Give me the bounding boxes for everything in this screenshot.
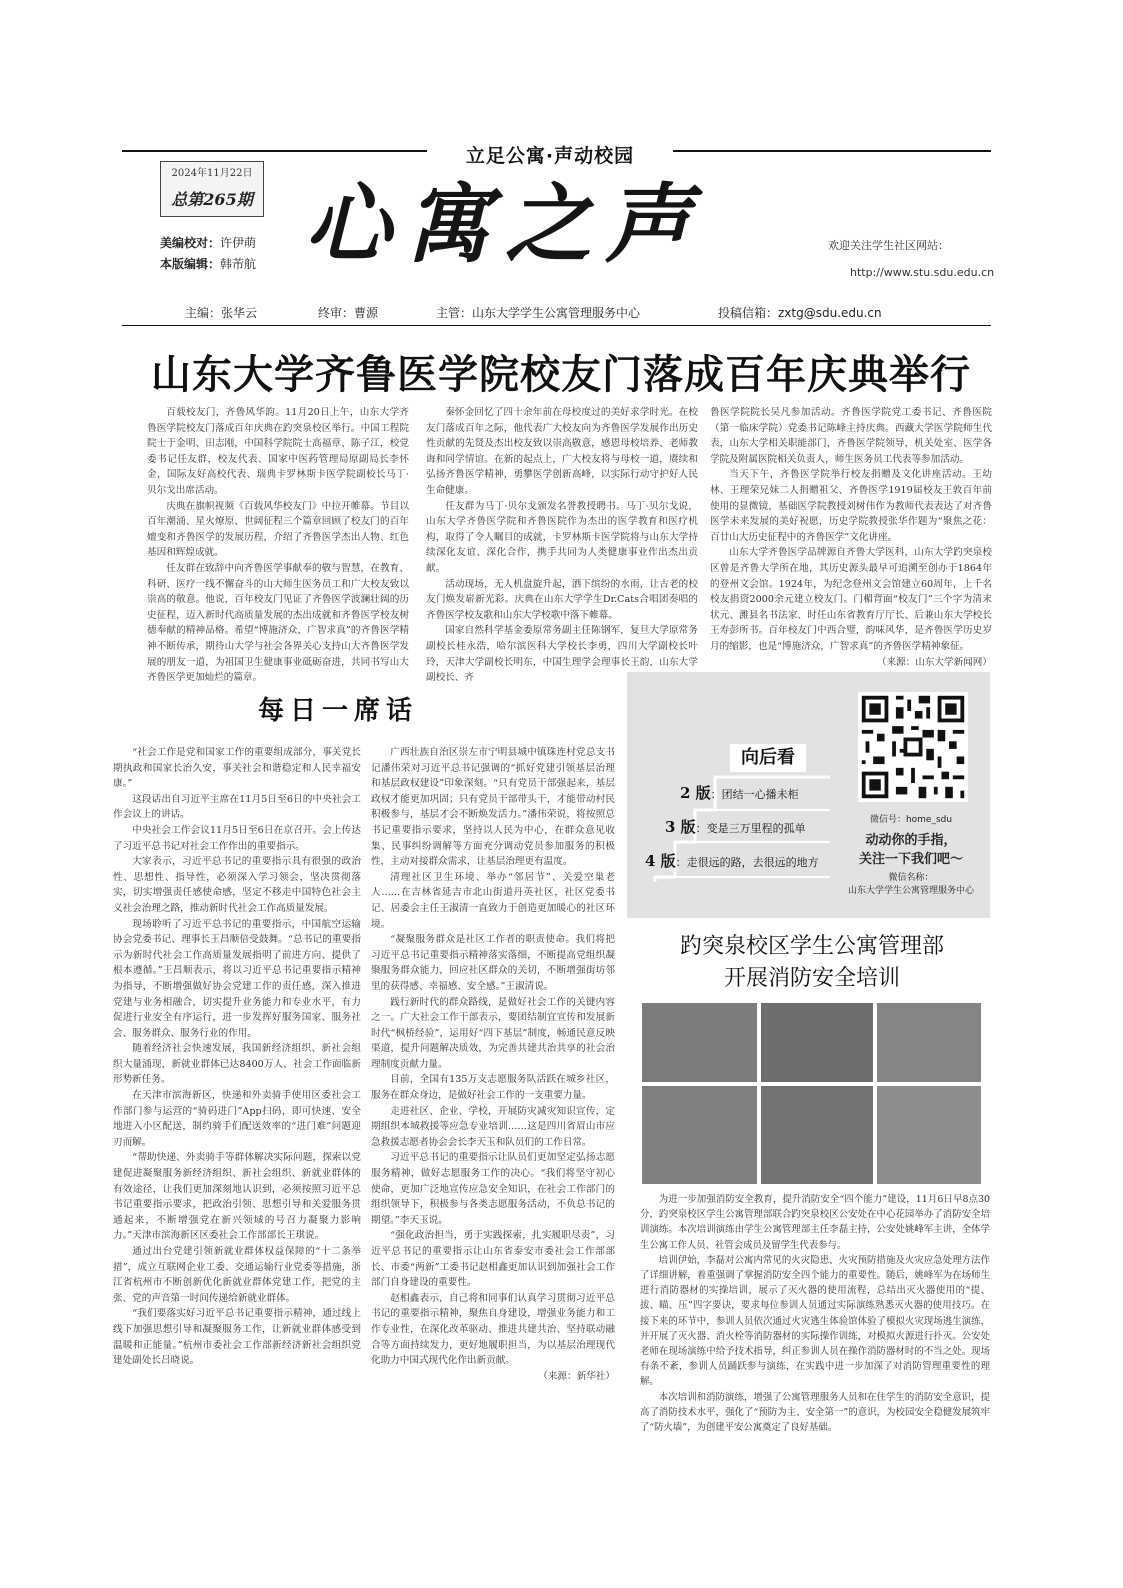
wechat-name-label: 微信名称：: [888, 873, 934, 883]
daily-col1-p: “社会工作是党和国家工作的重要组成部分，事关党长期执政和国家长治久安，事关社会和谐稳定和人民幸福安康。”: [113, 747, 361, 790]
wechat-name: 山东大学学生公寓管理服务中心: [847, 886, 974, 896]
daily-col2-p: 走进社区、企业、学校，开展防灾减灾知识宣传，定期组织本城救援等应急专业培训……这是四川省眉山市应急救援志愿者协会会长李天玉和队员们的工作日常。: [371, 1105, 615, 1148]
lead-col2-p: 任友群为马丁·贝尔戈颁发名誉教授聘书。马丁·贝尔戈说，山东大学齐鲁医学院和齐鲁医院作为杰出的医学教育和医疗机构，取得了令人瞩目的成就，卡罗林斯卡医学院将与山东大学持续深化友谊、深化合作，携手共同为人类健康事业作出杰出贡献。: [426, 500, 698, 574]
issue-number: 总第265期: [171, 190, 253, 209]
daily-col2-p: 目前，全国有135万支志愿服务队活跃在城乡社区，服务在群众身边，是做好社会工作的一支重要力量。: [371, 1074, 615, 1102]
fire-article-p: 本次培训和消防演练，增强了公寓管理服务人员和在住学生的消防安全意识，提高了消防技术水平，强化了“预防为主、安全第一”的意识，为校园安全稳健发展筑牢了“防火墙”，为创建平安公寓奠定了良好基础。: [640, 1391, 990, 1434]
fire-article-p: 培训伊始，李磊对公寓内常见的火灾隐患、火灾预防措施及火灾应急处理方法作了详细讲解，着重强调了掌握消防安全四个能力的重要性。随后，姚峰军为在场师生进行消防器材的实操培训，展示了灭火器的使用流程，总结出灭火器使用的“提、拔、瞄、压”四字要诀，要求每位参训人员通过实际演练熟悉灭火器的使用技巧。在接下来的环节中，参训人员依次通过火灾逃生体验馆体验了模拟火灾现场逃生演练，并开展了灭火器、消火栓等消防器材的实际操作训练，对模拟火源进行扑灭。公安处老师在现场演练中给予技术指导，纠正参训人员在操作消防器材时的不当之处。现场有条不紊，参训人员踊跃参与演练，在实践中进一步加深了对消防管理重要性的理解。: [640, 1254, 990, 1388]
preview-item[interactable]: [680, 782, 799, 803]
daily-talk-title: 每日一席话: [258, 696, 419, 726]
lead-col2-p: 活动现场，无人机盘旋升起，洒下缤纷的水雨，让古老的校友门焕发崭新光彩。庆典在山东大学学生Dr.Cats合唱团奏唱的齐鲁医学校友歌和山东大学校歌中落下帷幕。: [426, 578, 698, 621]
fire-article-body: [640, 1192, 990, 1442]
preview-item-text: ：走很远的路，去很远的地方: [675, 856, 819, 869]
wechat-account: 微信号：home_sdu: [869, 815, 953, 825]
daily-col2-p: “强化政治担当，勇于实践探索，扎实履职尽责”，习近平总书记的重要指示让山东省泰安市委社会工作部部长、市委“两新”工委书记赵相鑫更加认识到加强社会工作部门自身建设的重要性。: [371, 1230, 615, 1289]
daily-col2-p: 广西壮族自治区崇左市宁明县城中镇珠连村党总支书记潘伟荣对习近平总书记强调的“抓好党建引领基层治理和基层政权建设”印象深刻。“只有党员干部强起来，基层政权才能更加巩固；只有党员干部带头干，才能带动村民积极参与，基层才会不断焕发活力。”潘伟荣说，将按照总书记重要指示要求，坚持以人民为中心，在群众意见收集、民事纠纷调解等方面充分调动党员参加服务的积极性，主动对接群众需求，让基层治理更有温度。: [371, 747, 615, 868]
chief-editor: 主编：张华云: [185, 306, 258, 320]
preview-item[interactable]: [645, 850, 819, 871]
page-editor: 韩芾航: [220, 257, 257, 271]
art-editor-label: 美编校对：: [160, 236, 221, 250]
lead-article-col2: [426, 405, 698, 684]
fire-article-p: 为进一步加强消防安全教育，提升消防安全“四个能力”建设，11月6日早8点30分，趵突泉校区学生公寓管理部联合趵突泉校区公安处在中心花园举办了消防安全培训演练。本次培训演练由学生公寓管理部主任李磊主持，公安处姚峰军主讲，全体学生公寓工作人员、社管会成员及留学生代表参与。: [640, 1194, 990, 1251]
preview-item-text: ：团结一心播未柜: [710, 788, 799, 801]
daily-col2-p: “凝聚服务群众是社区工作者的职责使命。我们将把习近平总书记重要指示精神落实落细，不断提高党组织凝聚服务群众能力，回应社区群众的关切，不断增强街坊邻里的获得感、幸福感、安全感。”王淑清说。: [371, 934, 615, 992]
lead-article-col3: [710, 405, 992, 668]
issue-date: 2024年11月22日: [171, 168, 253, 179]
issue-box: [160, 161, 264, 217]
page-editor-label: 本版编辑：: [160, 257, 221, 271]
wechat-slogan-2: 关注一下我们吧～: [858, 852, 963, 867]
fire-article-title: [636, 931, 988, 995]
daily-col1-p: 通过出台党建引领新就业群体权益保障的“十二条举措”，成立互联网企业工委、交通运输行业党委等措施，浙江省杭州市不断创新优化新就业群体党建工作，把党的主张、党的声音第一时间传递给新就业群体。: [113, 1246, 361, 1304]
wechat-slogan-1: 动动你的手指，: [865, 833, 957, 848]
daily-col1-p: “我们要落实好习近平总书记重要指示精神，通过线上线下加强思想引导和凝聚服务工作，让新就业群体感受到温暖和正能量。”杭州市委社会工作部新经济新社会组织党建处副处长吕晓说。: [113, 1308, 361, 1367]
daily-col1-p: 大家表示，习近平总书记的重要指示具有很强的政治性、思想性、指导性，必须深入学习领会，坚决贯彻落实，切实增强责任感使命感，坚定不移走中国特色社会主义社会治理之路，推动新时代社会工作高质量发展。: [113, 856, 361, 914]
daily-col1-p: 在天津市滨海新区，快递和外卖骑手使用区委社会工作部门参与运营的“骑码进门”App扫码，即可快速、安全地进入小区配送，制约骑手们配送效率的“进门难”问题迎刃而解。: [113, 1090, 361, 1148]
training-photo-1: [642, 1003, 757, 1082]
preview-item-page: 3 版: [665, 818, 696, 836]
lead-article-col1: [147, 405, 409, 684]
training-photo-5: [761, 1086, 873, 1184]
preview-item-text: ：变是三万里程的孤单: [695, 822, 806, 835]
fire-title-line2: 开展消防安全培训: [723, 966, 900, 991]
preview-item[interactable]: [665, 816, 806, 837]
daily-talk-source: （来源：新华社）: [538, 1370, 615, 1382]
daily-col1-p: 现场聆听了习近平总书记的重要指示，中国航空运输协会党委书记、理事长王昌顺倍受鼓舞。“总书记的重要指示为新时代社会工作高质量发展指明了前进方向、提供了根本遵循。”王昌顺表示，将以习近平总书记重要指示精神为指导，不断增强做好协会党建工作的责任感，深入推进党建与业务相融合，切实提升业务能力和专业水平，有力促进行业安全有序运行，进一步发挥好服务国家、服务社会、服务群众、服务行业的作用。: [113, 918, 361, 1039]
lead-col2-p: 国家自然科学基金委原常务副主任陈钢军，复旦大学原常务副校长桂永浩，哈尔滨医科大学校长李勇，四川大学副校长叶玲，天津大学副校长明东，中国生理学会理事长王韵，山东大学副校长、齐: [426, 625, 698, 684]
preview-title: 向后看: [730, 744, 806, 772]
daily-talk-col1: [113, 745, 361, 1440]
masthead-slogan: 立足公寓·声动校园: [465, 145, 635, 167]
training-photo-6: [877, 1086, 981, 1184]
daily-talk-col2: [371, 745, 615, 1440]
daily-col1-p: 中央社会工作会议11月5日至6日在京召开。会上传达了习近平总书记对社会工作作出的重要指示。: [113, 824, 361, 852]
masthead-rule-right: [673, 150, 991, 152]
lead-col1-p: 百载校友门，齐鲁风华韵。11月20日上午，山东大学齐鲁医学院校友门落成百年庆典在趵突泉校区举行。中国工程院院士于金明、田志刚，中国科学院院士高福章、陈子江，校党委书记任友群，校友代表、国家中医药管理局原副局长李怀金，国际友好高校代表、瑞典卡罗林斯卡医学院副校长马丁·贝尔戈出席活动。: [147, 407, 409, 496]
website-prompt: 欢迎关注学生社区网站：: [828, 239, 949, 252]
final-review: 终审：曹源: [318, 306, 379, 320]
lead-col3-p: 山东大学齐鲁医学品牌源自齐鲁大学医科，山东大学趵突泉校区曾是齐鲁大学所在地，其历史源头最早可追溯至创办于1864年的登州文会馆。1924年，为纪念登州文会馆建立60周年，上千名校友捐资2000余元建立校友门。门楣背面“校友门”三个字为清末状元、潍县名书法家、时任山东省教育厅厅长、后兼山东大学校长王寿彭所书。百年校友门中西合璧，韵味风华，是齐鲁医学历史岁月的缩影，也是“博施济众，广智求真”的齐鲁医学精神象征。: [710, 547, 992, 652]
lead-col1-p: 任友群在致辞中向齐鲁医学事献奉的敬与智慧，在教育、科研、医疗一线不懈奋斗的山大师生医务员工和广大校友致以崇高的敬意。他说，百年校友门见证了齐鲁医学波澜壮阔的历史征程，迈入新时代高质量发展的杰出成就和齐鲁医学校友树德奉献的精神品格。希望“博施济众，广智求真”的齐鲁医学精神不断传承，期待山大学与社会各界关心支持山大齐鲁医学发展的朋友一道，为祖国卫生健康事业砥砺奋进，共同书写山大齐鲁医学更加灿烂的篇章。: [147, 562, 409, 684]
training-photo-3: [877, 1003, 981, 1082]
daily-col2-p: 践行新时代的群众路线，是做好社会工作的关键内容之一。广大社会工作干部表示，要团结制宜宣传和发展新时代“枫桥经验”，运用好“四下基层”制度，畅通民意反映渠道，提升问题解决质效，为完善共建共治共享的社会治理制度贡献力量。: [371, 996, 615, 1070]
daily-col1-p: “帮助快递、外卖骑手等群体解决实际问题，探索以党建促进凝聚服务新经济组织、新社会组织、新就业群体的有效途径，让我们更加深刻地认识到，必须按照习近平总书记重要指示要求，把政治引领、思想引导和关爱服务贯通起来，不断增强党在新兴领域的号召力凝聚力影响力。”天津市滨海新区区委社会工作部部长王琪说。: [113, 1152, 361, 1242]
wechat-qr-code-icon[interactable]: [858, 692, 968, 802]
masthead-rule-left: [122, 150, 427, 152]
supervisor: 主管：山东大学学生公寓管理服务中心: [436, 306, 641, 320]
daily-col1-p: 随着经济社会快速发展，我国新经济组织、新社会组织大量涌现，新就业群体已达8400万人，社会工作面临新形势新任务。: [113, 1043, 361, 1086]
website-url[interactable]: http://www.stu.sdu.edu.cn: [850, 266, 995, 279]
art-editor: 许伊萌: [220, 236, 257, 250]
page-headline: 山东大学齐鲁医学院校友门落成百年庆典举行: [151, 352, 971, 398]
lead-col3-p: 鲁医学院院长吴凡参加活动。齐鲁医学院党工委书记、齐鲁医院（第一临床学院）党委书记陈峰主持庆典。西藏大学医学院师生代表，山东大学相关职能部门，齐鲁医学院领导，机关处室、医学各学院及附属医院相关负责人，师生医务员工代表等参加活动。: [710, 407, 992, 465]
training-photo-4: [642, 1086, 757, 1184]
lead-col1-p: 庆典在旗帜视频《百载风华校友门》中拉开帷幕。节目以百年潮涌、星火燎原、世阔征程三个篇章回顾了校友门的百年嬗变和齐鲁医学的发展历程，介绍了齐鲁医学杰出人物、红色基因和辉煌成就。: [147, 500, 409, 559]
daily-col1-p: 这段话出自习近平主席在11月5日至6日的中央社会工作会议上的讲话。: [113, 793, 361, 821]
lead-article-source: （来源：山东大学新闻网）: [876, 656, 992, 668]
website-block: [828, 232, 994, 286]
submission-email[interactable]: 投稿信箱：zxtg@sdu.edu.cn: [718, 306, 882, 320]
wechat-caption: [832, 812, 990, 896]
training-photo-2: [761, 1003, 873, 1082]
lead-col3-p: 当天下午，齐鲁医学院举行校友捐赠及文化讲座活动。王幼林、王理荣兄妹二人捐赠祖父、齐鲁医学1919届校友王敦百年前使用的显微镜，基础医学院教授刘树伟作为教师代表表达了对齐鲁医学未来发展的美好祝愿，历史学院教授张华作题为“聚焦之花：百廿山大历史征程中的齐鲁医学”文化讲座。: [710, 469, 992, 543]
daily-col2-p: 赵相鑫表示，自己将和同事们认真学习贯彻习近平总书记的重要指示精神，聚焦自身建设，增强业务能力和工作专业性，在深化改革驱动、推进共建共治、坚持联动融合等方面持续发力，更好地履职担当，为以基层治理现代化助力中国式现代化作出新贡献。: [371, 1292, 615, 1367]
newspaper-logo: 心寓之声: [305, 174, 705, 275]
daily-col2-p: 习近平总书记的重要指示让队员们更加坚定弘扬志愿服务精神，做好志愿服务工作的决心。“我们将坚守初心使命，更加广泛地宣传应急安全知识，在社会工作部门的组织领导下，积极参与各类志愿服务活动，不负总书记的期望。”李天玉说。: [371, 1152, 615, 1226]
lead-col2-p: 秦怀金回忆了四十余年前在母校度过的美好求学时光。在校友门落成百年之际，他代表广大校友向为齐鲁医学发展作出历史性贡献的先贤及杰出校友致以崇高敬意，感恩母校培养、老师教诲和同学情谊。在新的起点上，广大校友将与母校一道，赓续和弘扬齐鲁医学精神，勇攀医学创新高峰，以实际行动守护好人民生命健康。: [426, 407, 698, 496]
daily-col2-p: 清理社区卫生环境、举办“邻居节”、关爱空巢老人……在吉林省延吉市北山街道丹英社区，社区党委书记、居委会主任王淑清一直致力于创造更加暖心的社区环境。: [371, 871, 615, 930]
preview-item-page: 2 版: [680, 784, 711, 802]
editors-block: [160, 233, 256, 275]
masthead-bottom-rule: [122, 325, 991, 326]
fire-title-line1: 趵突泉校区学生公寓管理部: [679, 934, 944, 959]
preview-item-page: 4 版: [645, 852, 676, 870]
